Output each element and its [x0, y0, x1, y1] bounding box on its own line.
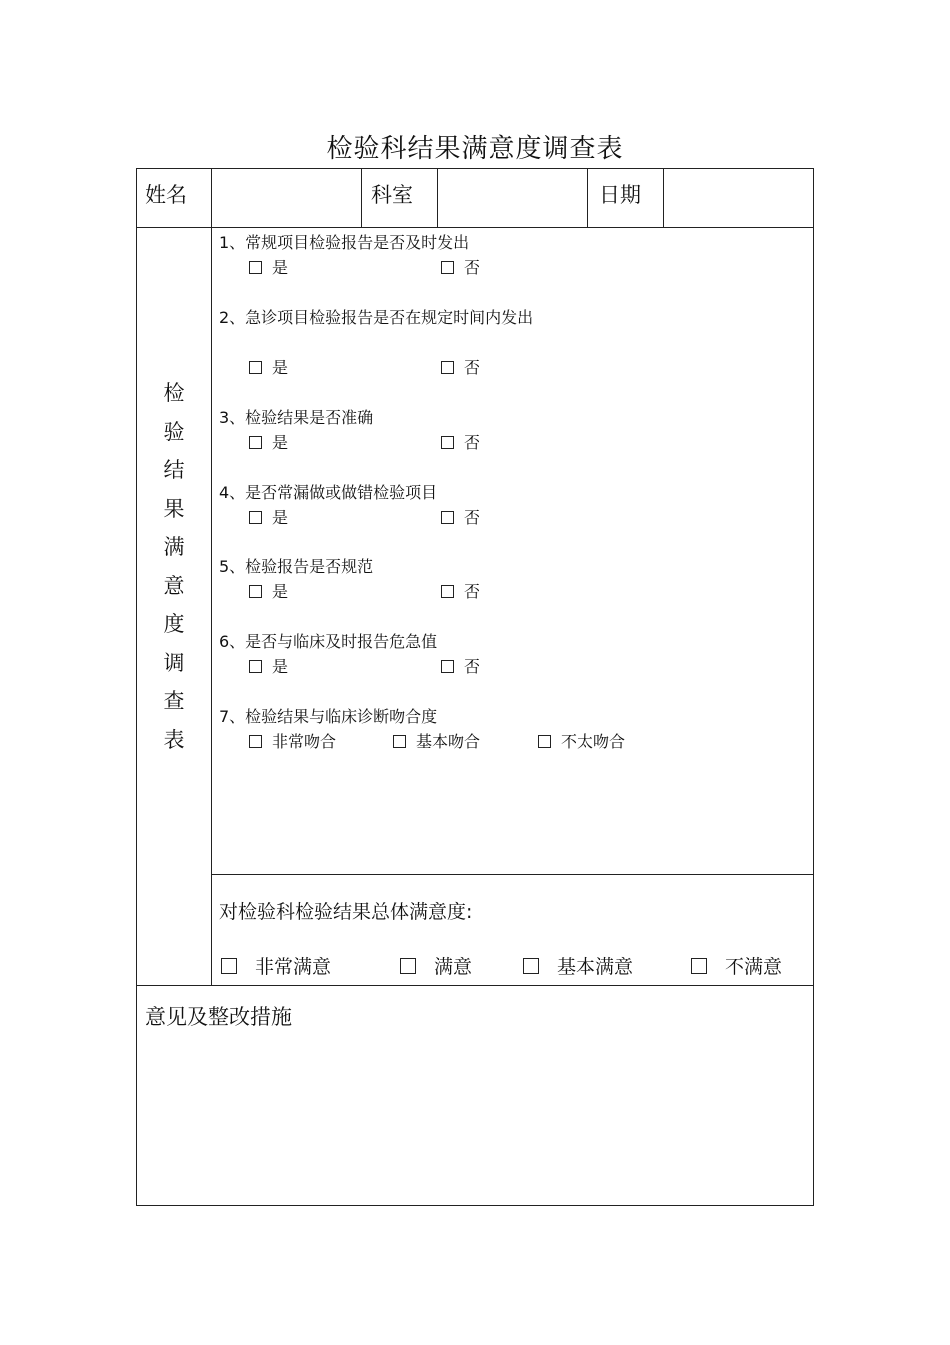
checkbox[interactable] [691, 958, 707, 974]
q2-option-no[interactable]: 否 [441, 355, 480, 378]
page-title: 检验科结果满意度调查表 [326, 134, 624, 164]
checkbox[interactable] [441, 261, 454, 274]
opinion-divider [137, 985, 813, 986]
vertical-char: 查 [163, 689, 185, 713]
overall-option-not-satisfied[interactable]: 不满意 [691, 952, 782, 979]
checkbox[interactable] [249, 660, 262, 673]
header-divider [137, 227, 813, 228]
checkbox[interactable] [523, 958, 539, 974]
vertical-char: 度 [163, 612, 185, 636]
header-divider-v1 [361, 169, 362, 227]
question-4: 4、是否常漏做或做错检验项目 [219, 483, 438, 502]
checkbox[interactable] [441, 511, 454, 524]
question-5: 5、检验报告是否规范 [219, 557, 374, 576]
vertical-char: 满 [163, 535, 185, 559]
survey-form [136, 168, 814, 1206]
question-1: 1、常规项目检验报告是否及时发出 [219, 233, 470, 252]
checkbox[interactable] [538, 735, 551, 748]
header-divider-v4 [663, 169, 664, 227]
overall-option-satisfied[interactable]: 满意 [400, 952, 472, 979]
q7-option-very-consistent[interactable]: 非常吻合 [249, 729, 336, 752]
checkbox[interactable] [249, 511, 262, 524]
checkbox[interactable] [441, 660, 454, 673]
question-7: 7、检验结果与临床诊断吻合度 [219, 707, 438, 726]
checkbox[interactable] [441, 361, 454, 374]
checkbox[interactable] [249, 261, 262, 274]
header-divider-v3 [587, 169, 588, 227]
q6-option-yes[interactable]: 是 [249, 654, 288, 677]
q7-option-not-consistent[interactable]: 不太吻合 [538, 729, 625, 752]
vertical-char: 果 [163, 496, 185, 521]
q7-option-basically-consistent[interactable]: 基本吻合 [393, 729, 480, 752]
checkbox[interactable] [249, 361, 262, 374]
checkbox[interactable] [393, 735, 406, 748]
vertical-section-label [137, 374, 211, 759]
q5-option-yes[interactable]: 是 [249, 579, 288, 602]
overall-option-very-satisfied[interactable]: 非常满意 [221, 952, 331, 979]
overall-option-basically-satisfied[interactable]: 基本满意 [523, 952, 633, 979]
checkbox[interactable] [441, 436, 454, 449]
name-label: 姓名 [145, 183, 187, 207]
overall-satisfaction-label: 对检验科检验结果总体满意度: [219, 901, 473, 923]
checkbox[interactable] [249, 585, 262, 598]
q2-option-yes[interactable]: 是 [249, 355, 288, 378]
q4-option-yes[interactable]: 是 [249, 505, 288, 528]
q3-option-no[interactable]: 否 [441, 430, 480, 453]
checkbox[interactable] [249, 436, 262, 449]
vertical-char: 调 [163, 650, 185, 675]
checkbox[interactable] [441, 585, 454, 598]
header-divider-v2 [437, 169, 438, 227]
q1-option-no[interactable]: 否 [441, 255, 480, 278]
opinion-label: 意见及整改措施 [145, 1005, 292, 1029]
q4-option-no[interactable]: 否 [441, 505, 480, 528]
vertical-char: 检 [163, 381, 185, 405]
left-column-divider [211, 169, 212, 985]
vertical-char: 意 [163, 573, 185, 598]
checkbox[interactable] [400, 958, 416, 974]
vertical-char: 验 [163, 419, 185, 444]
question-2: 2、急诊项目检验报告是否在规定时间内发出 [219, 308, 534, 327]
question-6: 6、是否与临床及时报告危急值 [219, 632, 438, 651]
vertical-char: 表 [163, 727, 185, 752]
question-3: 3、检验结果是否准确 [219, 408, 374, 427]
vertical-char: 结 [163, 458, 185, 482]
q5-option-no[interactable]: 否 [441, 579, 480, 602]
dept-label: 科室 [371, 183, 413, 207]
date-label: 日期 [599, 183, 641, 207]
questions-divider [211, 874, 813, 875]
q3-option-yes[interactable]: 是 [249, 430, 288, 453]
q1-option-yes[interactable]: 是 [249, 255, 288, 278]
checkbox[interactable] [249, 735, 262, 748]
q6-option-no[interactable]: 否 [441, 654, 480, 677]
checkbox[interactable] [221, 958, 237, 974]
